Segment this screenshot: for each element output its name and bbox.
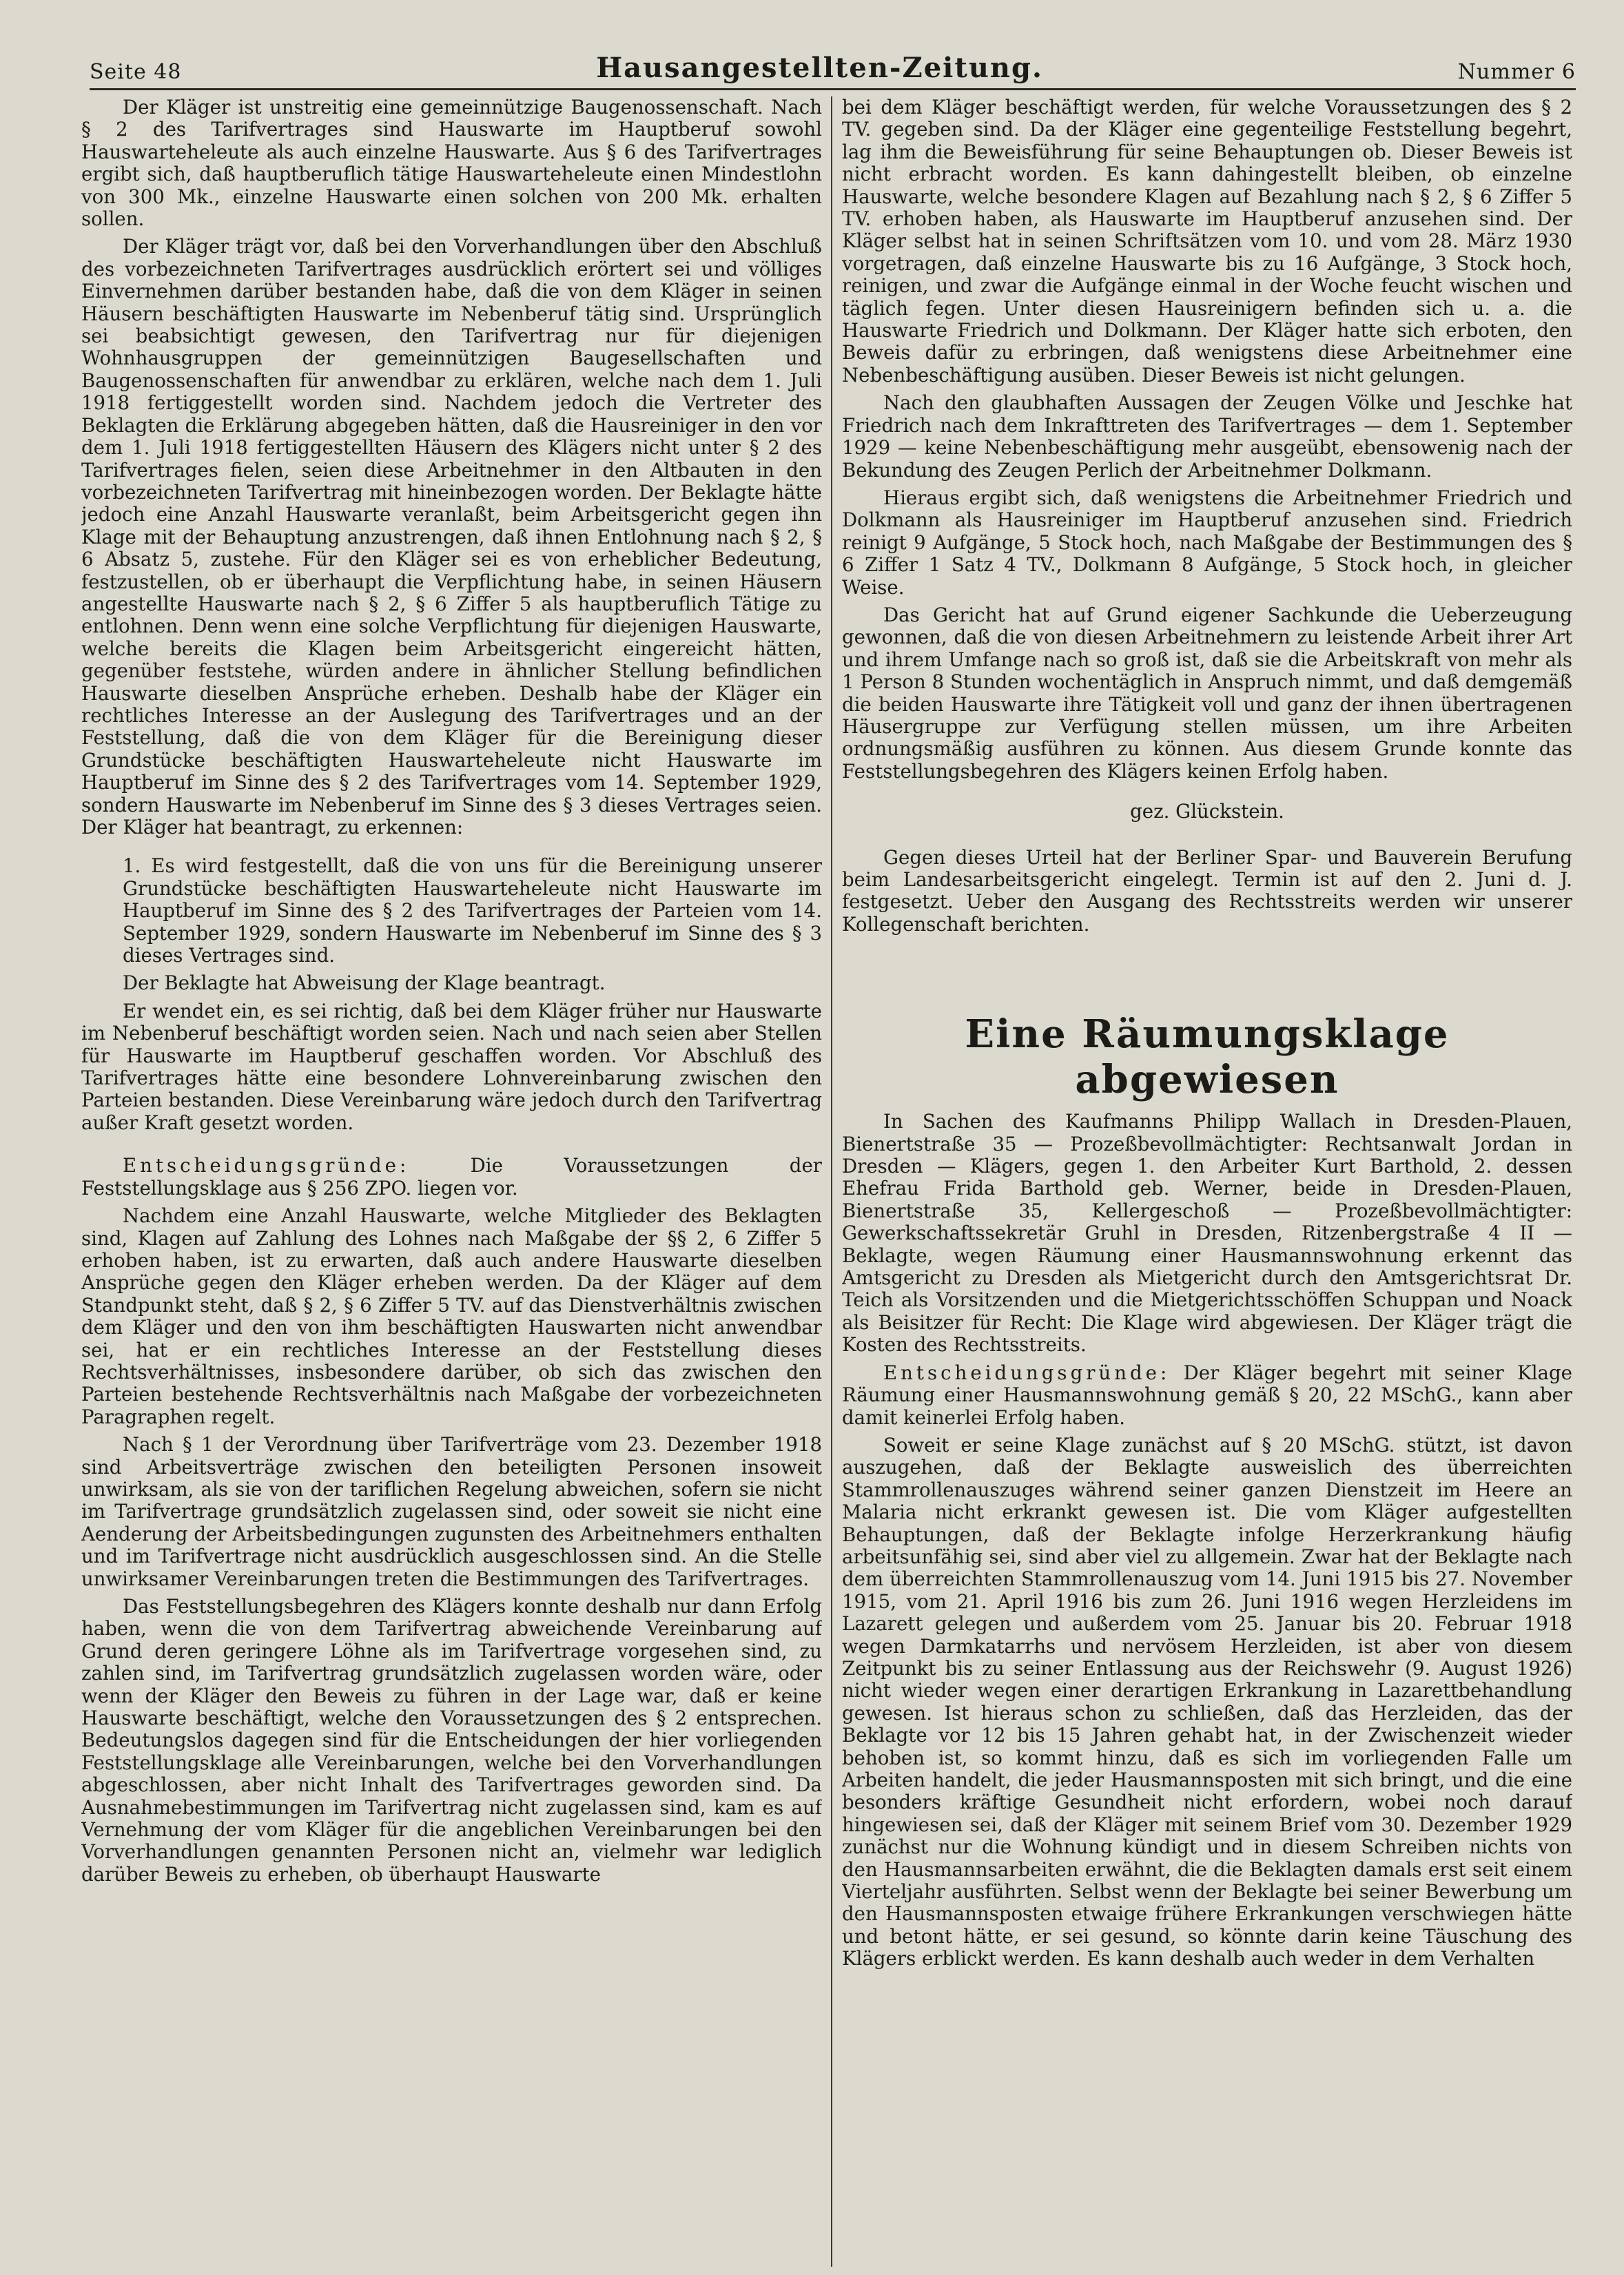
paragraph: Er wendet ein, es sei richtig, daß bei dem Kläger früher nur Hauswarte im Nebenberuf beschäftigt worden seien. Nach und nach seien aber Stellen für Hauswarte im Hauptberuf geschaffen worden. Vor Abschluß des Tarifvertrages hätte eine besondere Lohnvereinbarung zwischen den Parteien bestanden. Diese Vereinbarung wäre jedoch durch den Tarifvertrag außer Kraft gesetzt worden. (81, 999, 822, 1134)
paragraph: Der Kläger trägt vor, daß bei den Vorverhandlungen über den Abschluß des vorbezeichneten Tarifvertrages ausdrücklich erörtert sei und völliges Einvernehmen darüber bestanden habe, daß die von dem Kläger in seinen Häusern beschäftigten Hauswarte im Nebenberuf tätig sind. Ursprünglich sei beabsichtigt gewesen, den Tarifvertrag nur für diejenigen Wohnhausgruppen der gemeinnützigen Baugesellschaften und Baugenossenschaften für anwendbar zu erklären, welche nach dem 1. Juli 1918 fertiggestellt worden sind. Nachdem jedoch die Vertreter des Beklagten die Erklärung abgegeben hätten, daß die Hausreiniger in den vor dem 1. Juli 1918 fertiggestellten Häusern des Klägers nicht unter § 2 des Tarifvertrages fielen, seien diese Arbeitnehmer in den Altbauten in den vorbezeichneten Tarifvertrag mit hineinbezogen worden. Der Beklagte hätte jedoch eine Anzahl Hauswarte veranlaßt, beim Arbeitsgericht gegen ihn Klage mit der Behauptung anzustrengen, daß ihnen Entlohnung nach § 2, § 6 Absatz 5, zustehe. Für den Kläger sei es von erheblicher Bedeutung, festzustellen, ob er überhaupt die Verpflichtung habe, in seinen Häusern angestellte Hauswarte nach § 2, § 6 Ziffer 5 als hauptberuflich Tätige zu entlohnen. Denn wenn eine solche Verpflichtung für diejenigen Hauswarte, welche bereits die Klagen beim Arbeitsgericht eingereicht hätten, gegenüber feststehe, würden andere in ähnlicher Stellung befindlichen Hauswarte dieselben Ansprüche erheben. Deshalb habe der Kläger ein rechtliches Interesse an der Auslegung des Tarifvertrages und an der Feststellung, daß die von dem Kläger für die Bereinigung dieser Grundstücke beschäftigten Hauswarteheleute nicht Hauswarte im Hauptberuf im Sinne des § 2 des Tarifvertrages vom 14. September 1929, sondern Hauswarte im Nebenberuf im Sinne des § 3 dieses Vertrages seien. Der Kläger hat beantragt, zu erkennen: (81, 235, 822, 838)
paragraph-reasons (842, 1362, 1572, 1429)
paragraph: Das Feststellungsbegehren des Klägers konnte deshalb nur dann Erfolg haben, wenn die von dem Tarifvertrag abweichende Vereinbarung auf Grund deren geringere Löhne als im Tarifvertrage vorgesehen sind, zu zahlen sind, im Tarifvertrag grundsätzlich zugelassen worden wäre, oder wenn der Kläger den Beweis zu führen in der Lage war, daß er keine Hauswarte beschäftigt, welche den Voraussetzungen des § 2 entsprechen. Bedeutungslos dagegen sind für die Entscheidungen der hier vorliegenden Feststellungsklage alle Vereinbarungen, welche bei den Vorverhandlungen abgeschlossen, aber nicht Inhalt des Tarifvertrages geworden sind. Da Ausnahmebestimmungen im Tarifvertrag nicht zugelassen sind, kam es auf Vernehmung der vom Kläger für die angeblichen Vereinbarungen bei den Vorverhandlungen genannten Personen nicht an, vielmehr war lediglich darüber Beweis zu erheben, ob überhaupt Hauswarte (81, 1595, 822, 1886)
reasons-lead: Entscheidungsgründe: (123, 1154, 410, 1177)
page-number: Seite 48 (90, 60, 182, 84)
paragraph: Der Kläger ist unstreitig eine gemeinnützige Baugenossenschaft. Nach § 2 des Tarifvertrages sind Hauswarte im Hauptberuf sowohl Hauswarteheleute als auch einzelne Hauswarte. Aus § 6 des Tarifvertrages ergibt sich, daß hauptberuflich tätige Hauswarteheleute einen Mindestlohn von 300 Mk., einzelne Hauswarte einen solchen von 200 Mk. erhalten sollen. (81, 96, 822, 231)
reasons-text: Die Voraussetzungen der Feststellungsklage aus § 256 ZPO. liegen vor. (81, 1154, 822, 1200)
paragraph: bei dem Kläger beschäftigt werden, für welche Voraussetzungen des § 2 TV. gegeben sind. Da der Kläger eine gegenteilige Feststellung begehrt, lag ihm die Beweisführung für seine Behauptungen ob. Dieser Beweis ist nicht erbracht worden. Es kann dahingestellt bleiben, ob einzelne Hauswarte, welche besondere Klagen auf Bezahlung nach § 2, § 6 Ziffer 5 TV. erhoben haben, als Hauswarte im Hauptberuf anzusehen sind. Der Kläger selbst hat in seinen Schriftsätzen vom 10. und vom 28. März 1930 vorgetragen, daß einzelne Hauswarte bis zu 16 Aufgänge, 3 Stock hoch, reinigen, und zwar die Aufgänge einmal in der Woche feucht wischen und täglich fegen. Unter diesen Hausreinigern befinden sich u. a. die Hauswarte Friedrich und Dolkmann. Der Kläger hatte sich erboten, den Beweis dafür zu erbringen, daß wenigstens diese Arbeitnehmer eine Nebenbeschäftigung ausüben. Dieser Beweis ist nicht gelungen. (842, 96, 1572, 387)
issue-number: Nummer 6 (1457, 60, 1576, 84)
paragraph: Gegen dieses Urteil hat der Berliner Spar- und Bauverein Berufung beim Landesarbeitsgericht eingelegt. Termin ist auf den 2. Juni d. J. festgesetzt. Ueber den Ausgang des Rechtsstreits werden wir unserer Kollegenschaft berichten. (842, 845, 1572, 936)
paragraph: Das Gericht hat auf Grund eigener Sachkunde die Ueberzeugung gewonnen, daß die von diesen Arbeitnehmern zu leistende Arbeit ihrer Art und ihrem Umfange nach so groß ist, daß sie die Arbeitskraft von mehr als 1 Person 8 Stunden wochentäglich in Anspruch nimmt, und daß demgemäß die beiden Hauswarte ihre Tätigkeit voll und ganz der ihnen übertragenen Häusergruppe zur Verfügung stellen müssen, um ihre Arbeiten ordnungsmäßig ausführen zu können. Aus diesem Grunde konnte das Feststellungsbegehren des Klägers keinen Erfolg haben. (842, 603, 1572, 783)
paragraph: Nach den glaubhaften Aussagen der Zeugen Völke und Jeschke hat Friedrich nach dem Inkrafttreten des Tarifvertrages — dem 1. September 1929 — keine Nebenbeschäftigung mehr ausgeübt, ebensowenig nach der Bekundung des Zeugen Perlich der Arbeitnehmer Dolkmann. (842, 391, 1572, 482)
reasons-lead: Entscheidungsgründe: (883, 1361, 1171, 1384)
paragraph: Hieraus ergibt sich, daß wenigstens die Arbeitnehmer Friedrich und Dolkmann als Hausreiniger im Hauptberuf anzusehen sind. Friedrich reinigt 9 Aufgänge, 5 Stock hoch, nach Maßgabe der Bestimmungen des § 6 Ziffer 1 Satz 4 TV., Dolkmann 8 Aufgänge, 5 Stock hoch, in gleicher Weise. (842, 486, 1572, 599)
left-column (81, 96, 822, 2220)
page-header (90, 43, 1576, 90)
section-heading: Eine Räumungsklage abgewiesen (965, 1011, 1450, 1103)
reasons-text: Der Kläger begehrt mit seiner Klage Räumung einer Hausmannswohnung gemäß § 20, 22 MSchG., kann aber damit keinerlei Erfolg haben. (842, 1361, 1572, 1429)
paragraph: Nach § 1 der Verordnung über Tarifverträge vom 23. Dezember 1918 sind Arbeitsverträge zwischen den beteiligten Personen insoweit unwirksam, als sie von der tariflichen Regelung abweichen, sofern sie nicht im Tarifvertrage grundsätzlich zugelassen sind, oder soweit sie nicht eine Aenderung der Arbeitsbedingungen zugunsten des Arbeitnehmers enthalten und im Tarifvertrage nicht ausdrücklich ausgeschlossen sind. An die Stelle unwirksamer Vereinbarungen treten die Bestimmungen des Tarifvertrages. (81, 1433, 822, 1590)
column-divider (831, 96, 832, 2267)
motion-item: 1. Es wird festgestellt, daß die von uns für die Bereinigung unserer Grundstücke beschäftigten Hauswarteheleute nicht Hauswarte im Hauptberuf im Sinne des § 2 des Tarifvertrages der Parteien vom 14. September 1929, sondern Hauswarte im Nebenberuf im Sinne des § 3 dieses Vertrages sind. (123, 854, 822, 967)
paragraph: Der Beklagte hat Abweisung der Klage beantragt. (123, 971, 606, 995)
paragraph: Soweit er seine Klage zunächst auf § 20 MSchG. stützt, ist davon auszugehen, daß der Beklagte ausweislich des überreichten Stammrollenauszuges während seiner ganzen Dienstzeit im Heere an Malaria nicht erkrankt gewesen ist. Die vom Kläger aufgestellten Behauptungen, daß der Beklagte infolge Herzerkrankung häufig arbeitsunfähig sei, sind aber viel zu allgemein. Zwar hat der Beklagte nach dem überreichten Stammrollenauszug vom 14. Juni 1915 bis 27. November 1915, vom 21. April 1916 bis zum 26. Juni 1916 wegen Herzleidens im Lazarett gelegen und außerdem vom 25. Januar bis 20. Februar 1918 wegen Darmkatarrhs und nervösem Herzleiden, ist aber von diesem Zeitpunkt bis zu seiner Entlassung aus der Reichswehr (9. August 1926) nicht wieder wegen einer derartigen Erkrankung in Lazarettbehandlung gewesen. Ist hieraus schon zu schließen, daß das Herzleiden, das der Beklagte vor 12 bis 15 Jahren gehabt hat, in der Zwischenzeit wieder behoben ist, so kommt hinzu, daß es sich im vorliegenden Falle um Arbeiten handelt, die jeder Hausmannsposten mit sich bringt, und die eine besonders kräftige Gesundheit nicht erfordern, wobei noch darauf hingewiesen sei, daß der Kläger mit seinem Brief vom 30. Dezember 1929 zunächst nur die Wohnung kündigt und in diesem Schreiben nichts von den Hausmannsarbeiten erwähnt, die die Beklagten damals erst seit einem Vierteljahr ausführten. Selbst wenn der Beklagte bei seiner Bewerbung um den Hausmannsposten etwaige frühere Erkrankungen verschwiegen hätte und betont hätte, er sei gesund, so könnte darin keine Täuschung des Klägers erblickt werden. Es kann deshalb auch weder in dem Verhalten (842, 1433, 1572, 1970)
right-column (842, 96, 1572, 2220)
paragraph: Nachdem eine Anzahl Hauswarte, welche Mitglieder des Beklagten sind, Klagen auf Zahlung des Lohnes nach Maßgabe der §§ 2, 6 Ziffer 5 erhoben haben, ist zu erwarten, daß auch andere Hauswarte dieselben Ansprüche gegen den Kläger erheben werden. Da der Kläger auf dem Standpunkt steht, daß § 2, § 6 Ziffer 5 TV. auf das Dienstverhältnis zwischen dem Kläger und den von ihm beschäftigten Hauswarten nicht anwendbar sei, hat er ein rechtliches Interesse an der Feststellung dieses Rechtsverhältnisses, insbesondere darüber, ob sich das zwischen den Parteien bestehende Rechtsverhältnis nach Maßgabe der vorbezeichneten Paragraphen regelt. (81, 1204, 822, 1428)
signature: gez. Glückstein. (1130, 800, 1284, 823)
paragraph-reasons (81, 1155, 822, 1200)
newspaper-title: Hausangestellten-Zeitung. (596, 52, 1043, 84)
paragraph: In Sachen des Kaufmanns Philipp Wallach in Dresden-Plauen, Bienertstraße 35 — Prozeßbevollmächtigter: Rechtsanwalt Jordan in Dresden — Klägers, gegen 1. den Arbeiter Kurt Barthold, 2. dessen Ehefrau Frida Barthold geb. Werner, beide in Dresden-Plauen, Bienertstraße 35, Kellergeschoß — Prozeßbevollmächtigter: Gewerkschaftssekretär Gruhl in Dresden, Ritzenbergstraße 4 II — Beklagte, wegen Räumung einer Hausmannswohnung erkennt das Amtsgericht zu Dresden als Mietgericht durch den Amtsgerichtsrat Dr. Teich als Vorsitzenden und die Mietgerichtsschöffen Schuppan und Noack als Beisitzer für Recht: Die Klage wird abgewiesen. Der Kläger trägt die Kosten des Rechtsstreits. (842, 1110, 1572, 1357)
